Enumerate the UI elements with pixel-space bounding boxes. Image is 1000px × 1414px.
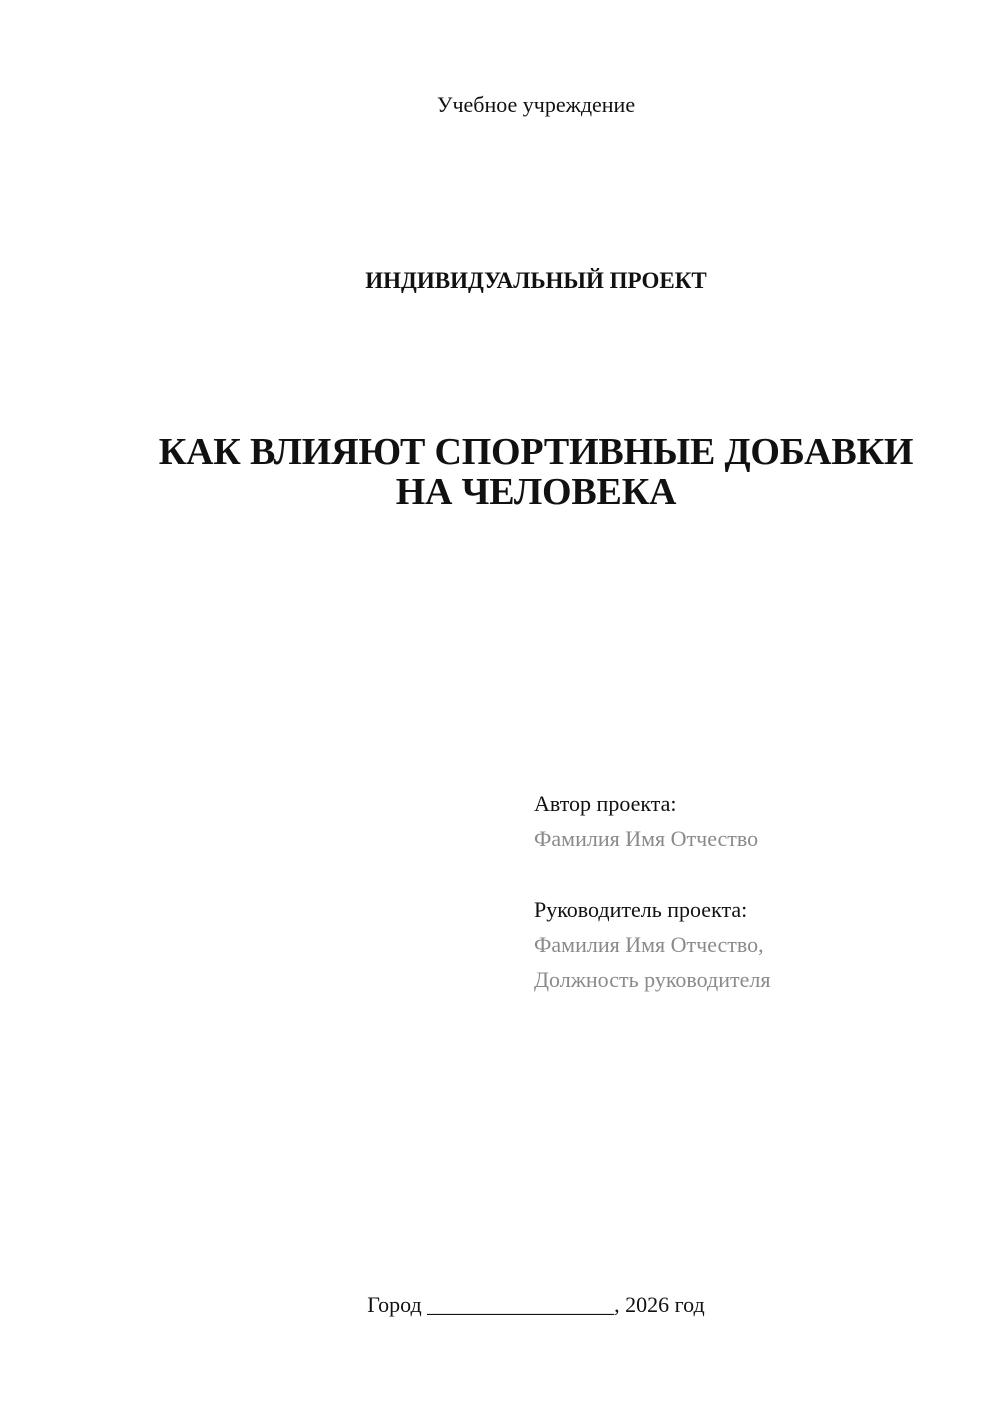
author-label: Автор проекта: [534, 791, 677, 816]
project-title-line-2: НА ЧЕЛОВЕКА [395, 471, 677, 513]
project-info-block [534, 786, 974, 997]
project-title [60, 432, 1000, 512]
institution-name: Учебное учреждение [436, 92, 636, 117]
info-spacer [534, 856, 974, 892]
project-title-line-1: КАК ВЛИЯЮТ СПОРТИВНЫЕ ДОБАВКИ [158, 431, 914, 473]
supervisor-label: Руководитель проекта: [534, 897, 748, 922]
supervisor-position: Должность руководителя [534, 967, 771, 992]
author-name: Фамилия Имя Отчество [534, 826, 759, 851]
document-type: ИНДИВИДУАЛЬНЫЙ ПРОЕКТ [365, 268, 707, 293]
supervisor-name: Фамилия Имя Отчество, [534, 932, 764, 957]
city-year-line: Город _________________, 2026 год [367, 1292, 705, 1317]
